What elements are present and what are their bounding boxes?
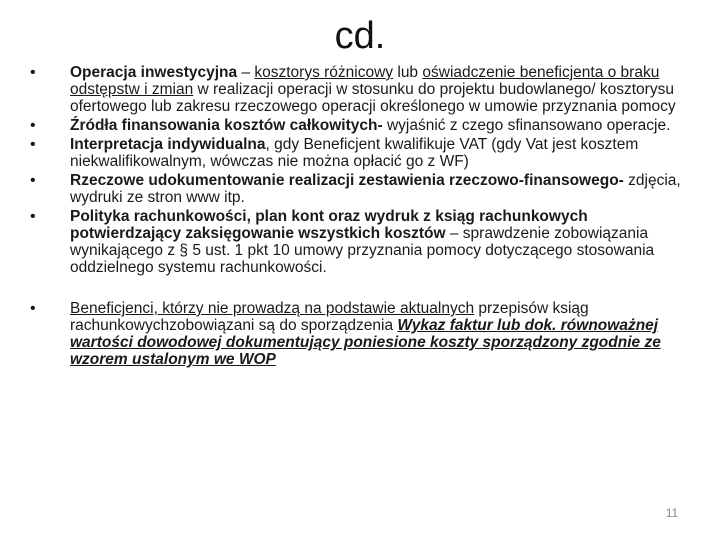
underlined-text: Beneficjenci, którzy nie prowadzą na podstawie aktualnych: [70, 300, 475, 317]
bullet-item-interpretacja: [30, 136, 690, 170]
underlined-text: oświadczenie beneficjenta o braku odstępstw i zmian: [70, 64, 660, 98]
bullet-lead: Operacja inwestycyjna: [70, 64, 238, 81]
bullet-text: w realizacji operacji w stosunku do projektu budowlanego/ kosztorysu ofertowego lub zakresu rzeczowego operacji określonego w umowie przyznania pomocy: [70, 81, 676, 115]
slide-title: cd.: [334, 15, 386, 57]
bullet-text: lub: [393, 64, 423, 81]
bullet-text: zdjęcia, wydruki ze stron www itp.: [70, 172, 681, 206]
bullet-lead: Interpretacja indywidualna: [70, 136, 266, 153]
bullet-item-rzeczowe: [30, 172, 690, 206]
bullet-text: – sprawdzenie zobowiązania wynikającego z § 5 ust. 1 pkt 10 umowy przyznania pomocy dotyczącego stosowania oddzielnego systemu rachunkowości.: [70, 225, 655, 276]
bullet-lead: Rzeczowe udokumentowanie realizacji zestawienia rzeczowo-finansowego-: [70, 172, 624, 189]
emphasized-text: Wykaz faktur lub dok. równoważnej wartości dowodowej dokumentujący poniesione koszty sporządzony zgodnie ze wzorem ustalonym we WOP: [70, 317, 661, 368]
bullet-item-polityka: [30, 208, 690, 276]
bullet-item-operacja: [30, 64, 690, 115]
bullet-text: przepisów ksiąg rachunkowychzobowiązani są do sporządzenia: [70, 300, 589, 334]
page-number: 11: [665, 506, 679, 520]
underlined-text: kosztorys różnicowy: [254, 64, 394, 81]
bullet-text: –: [237, 64, 255, 81]
bullet-text: , gdy Beneficjent kwalifikuje VAT (gdy Vat jest kosztem niekwalifikowalnym, wówczas nie można opłacić go z WF): [70, 136, 639, 170]
bullet-lead: Źródła finansowania kosztów całkowitych-: [70, 117, 383, 134]
bullet-item-zrodla: [30, 117, 690, 134]
bullet-text: wyjaśnić z czego sfinansowano operacje.: [382, 117, 671, 134]
bullet-item-beneficjenci: [30, 300, 690, 368]
bullet-list: [30, 64, 690, 370]
bullet-lead: Polityka rachunkowości, plan kont oraz wydruk z ksiąg rachunkowych potwierdzający zaksięgowanie wszystkich kosztów: [70, 208, 588, 242]
